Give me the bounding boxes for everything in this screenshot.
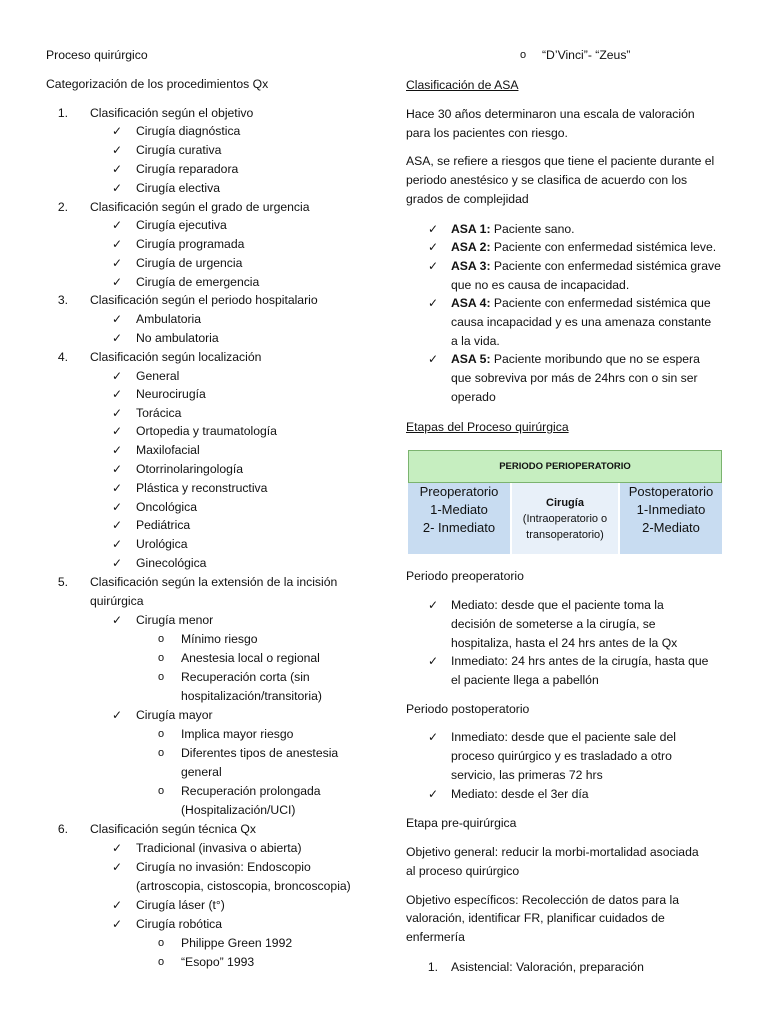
preop-heading: Periodo preoperatorio [406, 569, 524, 583]
list-item-cont: proceso quirúrgico y es trasladado a otro [451, 749, 672, 763]
paragraph-line: enfermería [406, 930, 465, 944]
list-item: Cirugía curativa [136, 143, 222, 157]
postop-heading: Periodo postoperatorio [406, 702, 530, 716]
section-subtitle: Categorización de los procedimientos Qx [46, 77, 269, 91]
list-item: Tradicional (invasiva o abierta) [136, 841, 302, 855]
asa-text: Paciente sano. [490, 222, 575, 236]
asa-key: ASA 1: [451, 222, 491, 236]
list-number: 1. [427, 960, 438, 974]
paragraph-line: Objetivo general: reducir la morbi-mortalidad asociada [406, 845, 699, 859]
sub-item-cont: hospitalización/transitoria) [181, 689, 322, 703]
asa-key: ASA 2: [451, 240, 491, 254]
sub-item: Implica mayor riesgo [181, 727, 294, 741]
check-icon: ✓ [112, 613, 123, 627]
bullet-icon: o [158, 747, 165, 759]
table-cell-text: Preoperatorio [419, 484, 499, 499]
asa-item [451, 238, 716, 256]
check-icon: ✓ [428, 598, 439, 612]
list-item: Mediato: desde el 3er día [451, 787, 589, 801]
list-item: Cirugía láser (t°) [136, 898, 225, 912]
sub-item: “D’Vinci”- “Zeus” [542, 48, 631, 62]
check-icon: ✓ [112, 387, 123, 401]
check-icon: ✓ [428, 352, 439, 366]
asa-text-cont: operado [451, 390, 496, 404]
list-item: Cirugía programada [136, 237, 245, 251]
sub-item-cont: (Hospitalización/UCI) [181, 803, 296, 817]
check-icon: ✓ [112, 218, 123, 232]
list-item-cont: decisión de someterse a la cirugía, se [451, 617, 656, 631]
paragraph-line: para los pacientes con riesgo. [406, 126, 568, 140]
bullet-icon: o [158, 633, 165, 645]
check-icon: ✓ [112, 500, 123, 514]
list-heading: Clasificación según el objetivo [90, 106, 254, 120]
sub-item: “Esopo” 1993 [181, 955, 255, 969]
perioperative-table [408, 450, 722, 554]
etapas-heading: Etapas del Proceso quirúrgica [406, 420, 569, 434]
list-item: Inmediato: 24 hrs antes de la cirugía, hasta que [451, 654, 709, 668]
table-cell-text: 2-Mediato [642, 520, 700, 535]
check-icon: ✓ [112, 275, 123, 289]
list-item: Otorrinolaringología [136, 462, 244, 476]
table-cell-text: 2- Inmediato [422, 520, 496, 535]
check-icon: ✓ [428, 222, 439, 236]
list-number: 2. [57, 200, 68, 214]
list-item: Cirugía electiva [136, 181, 220, 195]
table-cell-preop [408, 483, 510, 554]
table-cell-text: 1-Inmediato [636, 502, 706, 517]
list-heading: Clasificación según la extensión de la incisión [90, 575, 338, 589]
asa-text: Paciente con enfermedad sistémica leve. [490, 240, 717, 254]
table-cell-text: Postoperatorio [628, 484, 714, 499]
asa-item [451, 257, 721, 275]
check-icon: ✓ [112, 312, 123, 326]
asa-text: Paciente moribundo que no se espera [490, 352, 700, 366]
paragraph-line: Hace 30 años determinaron una escala de valoración [406, 107, 695, 121]
asa-text-cont: a la vida. [451, 334, 500, 348]
list-item: Ortopedia y traumatología [136, 424, 277, 438]
check-icon: ✓ [112, 481, 123, 495]
list-number: 5. [57, 575, 68, 589]
check-icon: ✓ [112, 143, 123, 157]
list-heading: Clasificación según el grado de urgencia [90, 200, 310, 214]
check-icon: ✓ [112, 708, 123, 722]
asa-text-cont: que sobreviva por más de 24hrs con o sin ser [451, 371, 698, 385]
list-item-cont: servicio, las primeras 72 hrs [451, 768, 603, 782]
list-item: General [136, 369, 180, 383]
list-number: 1. [57, 106, 68, 120]
list-number: 4. [57, 350, 68, 364]
asa-item [451, 350, 700, 368]
list-item: Oncológica [136, 500, 197, 514]
list-item: Cirugía menor [136, 613, 214, 627]
asa-heading: Clasificación de ASA [406, 78, 519, 92]
list-item: Mediato: desde que el paciente toma la [451, 598, 664, 612]
list-item: Ginecológica [136, 556, 207, 570]
list-item: Cirugía no invasión: Endoscopio [136, 860, 311, 874]
check-icon: ✓ [112, 443, 123, 457]
list-heading: Clasificación según técnica Qx [90, 822, 256, 836]
list-item-cont: hospitaliza, hasta el 24 hrs antes de la Qx [451, 636, 678, 650]
list-item: Cirugía robótica [136, 917, 223, 931]
asa-text: Paciente con enfermedad sistémica grave [490, 259, 721, 273]
list-item-cont: (artroscopia, cistoscopia, broncoscopia) [136, 879, 351, 893]
check-icon: ✓ [112, 124, 123, 138]
list-item: Torácica [136, 406, 182, 420]
check-icon: ✓ [428, 296, 439, 310]
list-item: No ambulatoria [136, 331, 219, 345]
check-icon: ✓ [112, 424, 123, 438]
asa-key: ASA 4: [451, 296, 491, 310]
check-icon: ✓ [112, 841, 123, 855]
list-item: Pediátrica [136, 518, 191, 532]
list-item: Cirugía ejecutiva [136, 218, 227, 232]
list-item: Cirugía de emergencia [136, 275, 260, 289]
list-item: Maxilofacial [136, 443, 200, 457]
check-icon: ✓ [112, 917, 123, 931]
prequirurgica-heading: Etapa pre-quirúrgica [406, 816, 517, 830]
sub-item: Recuperación corta (sin [181, 670, 310, 684]
list-item: Asistencial: Valoración, preparación [451, 960, 644, 974]
asa-text-cont: que no es causa de incapacidad. [451, 278, 630, 292]
asa-item [451, 294, 711, 312]
bullet-icon: o [520, 49, 527, 61]
list-number: 6. [57, 822, 68, 836]
list-heading-cont: quirúrgica [90, 594, 144, 608]
check-icon: ✓ [112, 556, 123, 570]
bullet-icon: o [158, 652, 165, 664]
list-heading: Clasificación según localización [90, 350, 262, 364]
check-icon: ✓ [112, 256, 123, 270]
list-item: Cirugía reparadora [136, 162, 239, 176]
asa-text: Paciente con enfermedad sistémica que [490, 296, 711, 310]
check-icon: ✓ [112, 237, 123, 251]
table-header: PERIODO PERIOPERATORIO [408, 450, 722, 483]
paragraph-line: grados de complejidad [406, 192, 529, 206]
table-cell-postop [620, 483, 722, 554]
check-icon: ✓ [112, 181, 123, 195]
check-icon: ✓ [428, 240, 439, 254]
table-cell-text: Cirugía [546, 497, 584, 509]
check-icon: ✓ [112, 162, 123, 176]
list-item: Cirugía mayor [136, 708, 213, 722]
list-number: 3. [57, 293, 68, 307]
list-item: Ambulatoria [136, 312, 202, 326]
paragraph-line: Objetivo específicos: Recolección de datos para la [406, 893, 680, 907]
list-item: Neurocirugía [136, 387, 206, 401]
list-item: Inmediato: desde que el paciente sale del [451, 730, 676, 744]
check-icon: ✓ [428, 787, 439, 801]
asa-text-cont: causa incapacidad y es una amenaza constante [451, 315, 712, 329]
check-icon: ✓ [112, 369, 123, 383]
sub-item: Anestesia local o regional [181, 651, 320, 665]
list-item: Urológica [136, 537, 188, 551]
asa-key: ASA 5: [451, 352, 491, 366]
check-icon: ✓ [112, 331, 123, 345]
check-icon: ✓ [428, 654, 439, 668]
check-icon: ✓ [428, 730, 439, 744]
bullet-icon: o [158, 937, 165, 949]
bullet-icon: o [158, 956, 165, 968]
list-item: Plástica y reconstructiva [136, 481, 268, 495]
sub-item-cont: general [181, 765, 222, 779]
paragraph-line: periodo anestésico y se clasifica de acuerdo con los [406, 173, 688, 187]
check-icon: ✓ [112, 537, 123, 551]
paragraph-line: al proceso quirúrgico [406, 864, 520, 878]
list-item: Cirugía de urgencia [136, 256, 243, 270]
page-title: Proceso quirúrgico [46, 48, 148, 62]
list-item: Cirugía diagnóstica [136, 124, 241, 138]
sub-item: Diferentes tipos de anestesia [181, 746, 339, 760]
sub-item: Philippe Green 1992 [181, 936, 293, 950]
table-cell-text: transoperatorio) [526, 529, 604, 541]
bullet-icon: o [158, 785, 165, 797]
check-icon: ✓ [112, 518, 123, 532]
sub-item: Recuperación prolongada [181, 784, 321, 798]
sub-item: Mínimo riesgo [181, 632, 258, 646]
check-icon: ✓ [112, 406, 123, 420]
table-cell-surgery [512, 483, 618, 554]
check-icon: ✓ [112, 462, 123, 476]
asa-item [451, 220, 575, 238]
bullet-icon: o [158, 671, 165, 683]
paragraph-line: valoración, identificar FR, planificar cuidados de [406, 911, 665, 925]
check-icon: ✓ [112, 860, 123, 874]
paragraph-line: ASA, se refiere a riesgos que tiene el paciente durante el [406, 154, 715, 168]
bullet-icon: o [158, 728, 165, 740]
check-icon: ✓ [428, 259, 439, 273]
table-cell-text: 1-Mediato [430, 502, 488, 517]
asa-key: ASA 3: [451, 259, 491, 273]
check-icon: ✓ [112, 898, 123, 912]
table-cell-text: (Intraoperatorio o [522, 513, 608, 525]
list-item-cont: el paciente llega a pabellón [451, 673, 599, 687]
list-heading: Clasificación según el periodo hospitalario [90, 293, 318, 307]
